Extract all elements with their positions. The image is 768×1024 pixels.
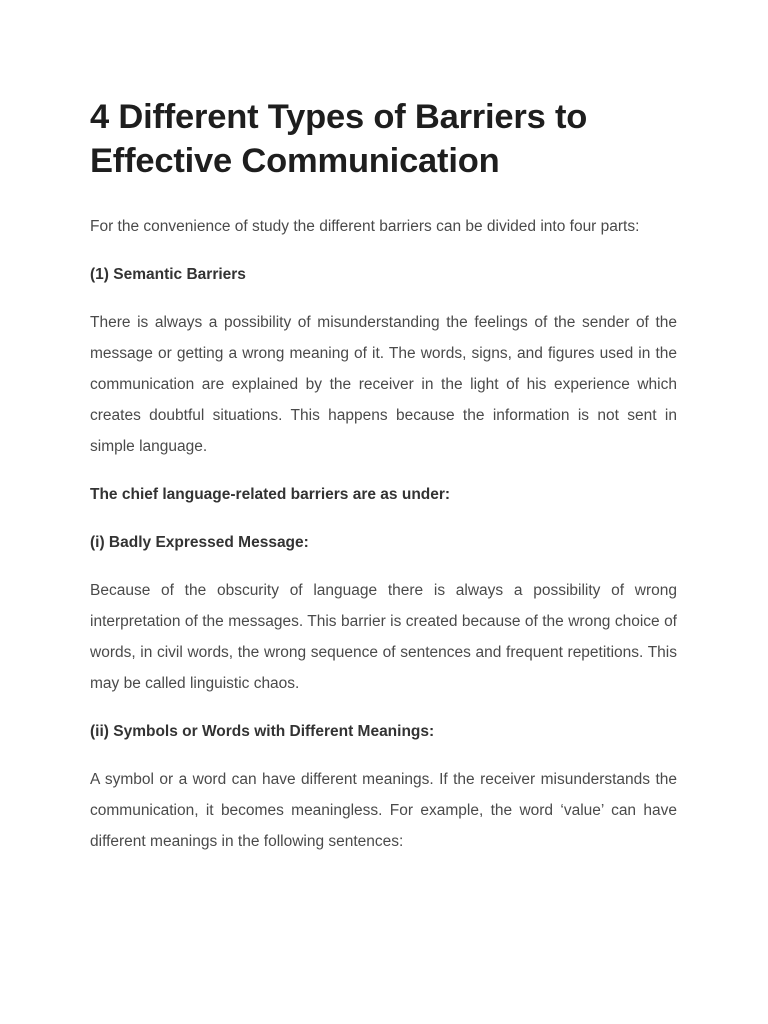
item-paragraph-symbols-or-words: A symbol or a word can have different meanings. If the receiver misunderstands the communication, it becomes meaningless. For example, the word ‘value’ can have different meanings in the following sentences: — [90, 771, 677, 850]
page-title: 4 Different Types of Barriers to Effective Communication — [90, 98, 588, 180]
intro-paragraph: For the convenience of study the different barriers can be divided into four parts: — [90, 218, 640, 235]
item-heading-badly-expressed-message: (i) Badly Expressed Message: — [90, 534, 309, 551]
item-heading-symbols-or-words: (ii) Symbols or Words with Different Meanings: — [90, 723, 435, 740]
section-paragraph-semantic-barriers: There is always a possibility of misunderstanding the feelings of the sender of the message or getting a wrong meaning of it. The words, signs, and figures used in the communication are explained by the receiver in the light of his experience which creates doubtful situations. This happens because the information is not sent in simple language. — [90, 314, 677, 455]
document-page — [90, 95, 677, 874]
item-paragraph-badly-expressed-message: Because of the obscurity of language there is always a possibility of wrong interpretation of the messages. This barrier is created because of the wrong choice of words, in civil words, the wrong sequence of sentences and frequent repetitions. This may be called linguistic chaos. — [90, 582, 677, 692]
section-heading-semantic-barriers: (1) Semantic Barriers — [90, 266, 246, 283]
subheading-language-barriers: The chief language-related barriers are as under: — [90, 486, 451, 503]
